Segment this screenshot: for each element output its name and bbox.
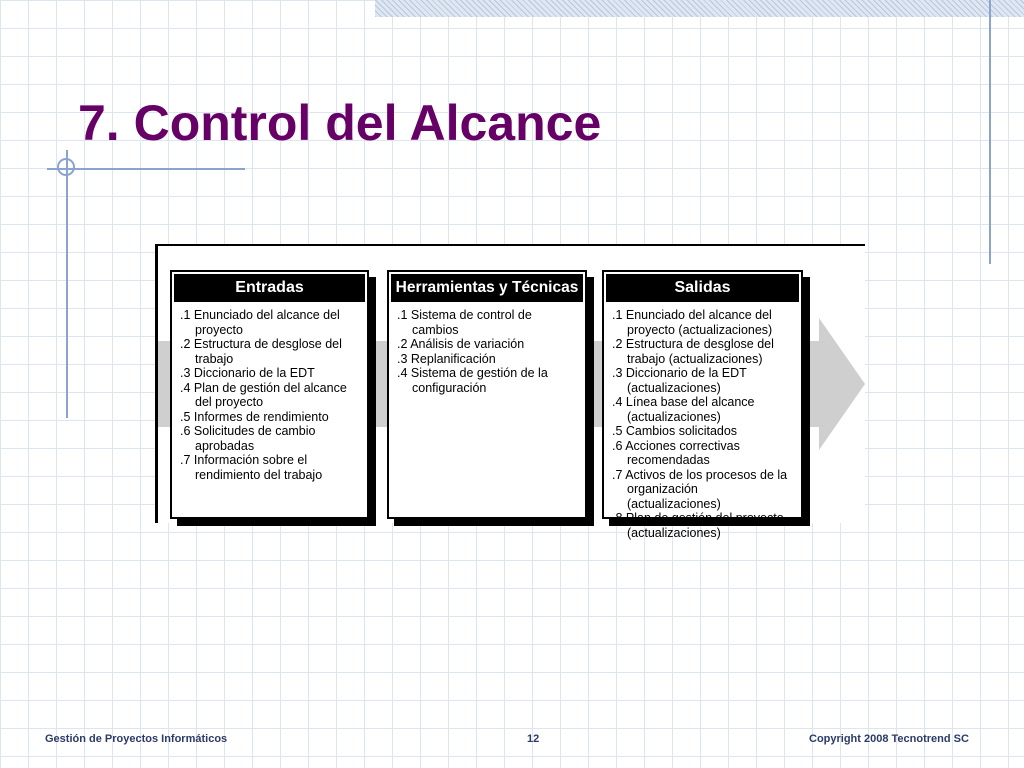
decorative-vertical-line-right	[989, 0, 991, 264]
diagram-top-border	[155, 244, 865, 246]
inputs-box	[170, 270, 369, 519]
tools-list	[389, 308, 585, 395]
decorative-vertical-line-left	[66, 150, 68, 418]
outputs-header: Salidas	[606, 274, 799, 302]
list-item: .5 Cambios solicitados	[612, 424, 738, 438]
list-item: .2 Estructura de desglose del trabajo (actualizaciones)	[612, 337, 774, 366]
list-item: .4 Plan de gestión del alcance del proyecto	[180, 380, 347, 409]
footer-copyright: Copyright 2008 Tecnotrend SC	[809, 733, 969, 745]
list-item: .5 Informes de rendimiento	[180, 409, 329, 424]
list-item: .1 Enunciado del alcance del proyecto (actualizaciones)	[612, 308, 773, 337]
decorative-horizontal-line	[47, 168, 245, 170]
process-diagram	[155, 244, 865, 540]
list-item: .3 Diccionario de la EDT	[180, 366, 315, 380]
list-item: .4 Sistema de gestión de la configuración	[397, 366, 548, 395]
list-item: .3 Replanificación	[397, 351, 496, 366]
list-item: .1 Enunciado del alcance del proyecto	[180, 308, 340, 337]
list-item: .7 Activos de los procesos de la organización (actualizaciones)	[612, 467, 788, 511]
decorative-hatch-bar	[375, 0, 1024, 17]
slide-title: 7. Control del Alcance	[78, 95, 602, 151]
inputs-list	[172, 308, 367, 482]
footer-page-number: 12	[527, 733, 540, 745]
list-item: .2 Estructura de desglose del trabajo	[180, 337, 342, 366]
decorative-circle	[57, 158, 75, 176]
tools-box	[387, 270, 587, 519]
flow-arrow-head	[819, 318, 865, 450]
diagram-left-border	[155, 244, 158, 523]
list-item: .6 Acciones correctivas recomendadas	[612, 438, 740, 467]
list-item: .2 Análisis de variación	[397, 337, 525, 351]
tools-header: Herramientas y Técnicas	[391, 274, 583, 302]
list-item: .4 Línea base del alcance (actualizaciones)	[612, 395, 755, 424]
outputs-list	[604, 308, 801, 540]
list-item: .1 Sistema de control de cambios	[397, 308, 532, 337]
footer-course: Gestión de Proyectos Informáticos	[45, 733, 228, 745]
list-item: .8 Plan de gestión del proyecto (actualizaciones)	[612, 511, 784, 540]
inputs-header: Entradas	[174, 274, 365, 302]
list-item: .3 Diccionario de la EDT (actualizaciones)	[612, 366, 747, 395]
outputs-box	[602, 270, 803, 540]
list-item: .7 Información sobre el rendimiento del trabajo	[180, 453, 323, 482]
list-item: .6 Solicitudes de cambio aprobadas	[180, 424, 316, 453]
